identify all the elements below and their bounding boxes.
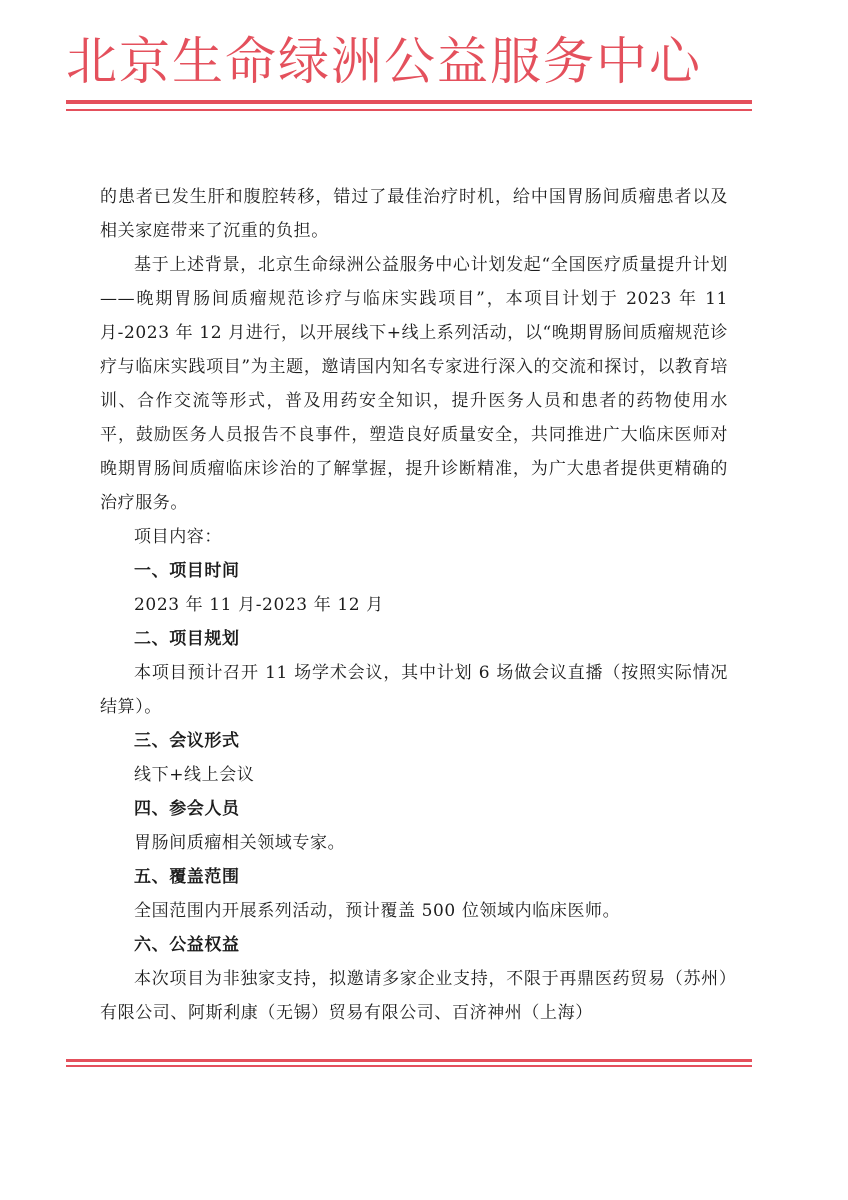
section-heading-time: 一、项目时间 [134,561,240,581]
document-body [100,180,728,1030]
letterhead-divider [66,100,752,104]
section-text-coverage: 全国范围内开展系列活动，预计覆盖 500 位领域内临床医师。 [134,901,621,921]
section-text-plan: 本项目预计召开 11 场学术会议，其中计划 6 场做会议直播（按照实际情况结算）。 [100,663,728,717]
section-heading-coverage: 五、覆盖范围 [134,867,240,887]
section-heading-plan: 二、项目规划 [134,629,240,649]
section-heading-participants: 四、参会人员 [134,799,240,819]
letterhead-org-name: 北京生命绿洲公益服务中心 [66,33,703,92]
paragraph-continued: 的患者已发生肝和腹腔转移，错过了最佳治疗时机，给中国胃肠间质瘤患者以及相关家庭带来了沉重的负担。 [100,187,728,241]
section-heading-benefits: 六、公益权益 [134,935,240,955]
paragraph-background: 基于上述背景，北京生命绿洲公益服务中心计划发起“全国医疗质量提升计划——晚期胃肠间质瘤规范诊疗与临床实践项目”，本项目计划于 2023 年 11 月-2023 年 12 月进行，以开展线下+线上系列活动，以“晚期胃肠间质瘤规范诊疗与临床实践项目”为主题，邀请国内知名专家进行深入的交流和探讨，以教育培训、合作交流等形式，普及用药安全知识，提升医务人员和患者的药物使用水平，鼓励医务人员报告不良事件，塑造良好质量安全，共同推进广大临床医师对晚期胃肠间质瘤临床诊治的了解掌握，提升诊断精准，为广大患者提供更精确的治疗服务。 [100,255,728,513]
project-content-label: 项目内容： [134,527,222,547]
section-text-participants: 胃肠间质瘤相关领域专家。 [134,833,346,853]
section-heading-format: 三、会议形式 [134,731,240,751]
section-text-format: 线下+线上会议 [134,765,255,785]
section-text-benefits: 本次项目为非独家支持，拟邀请多家企业支持，不限于再鼎医药贸易（苏州）有限公司、阿斯利康（无锡）贸易有限公司、百济神州（上海） [100,969,728,1023]
footer-divider [66,1059,752,1062]
section-text-time: 2023 年 11 月-2023 年 12 月 [134,595,384,615]
letterhead-divider-thin [66,109,752,111]
footer-divider-thin [66,1065,752,1067]
